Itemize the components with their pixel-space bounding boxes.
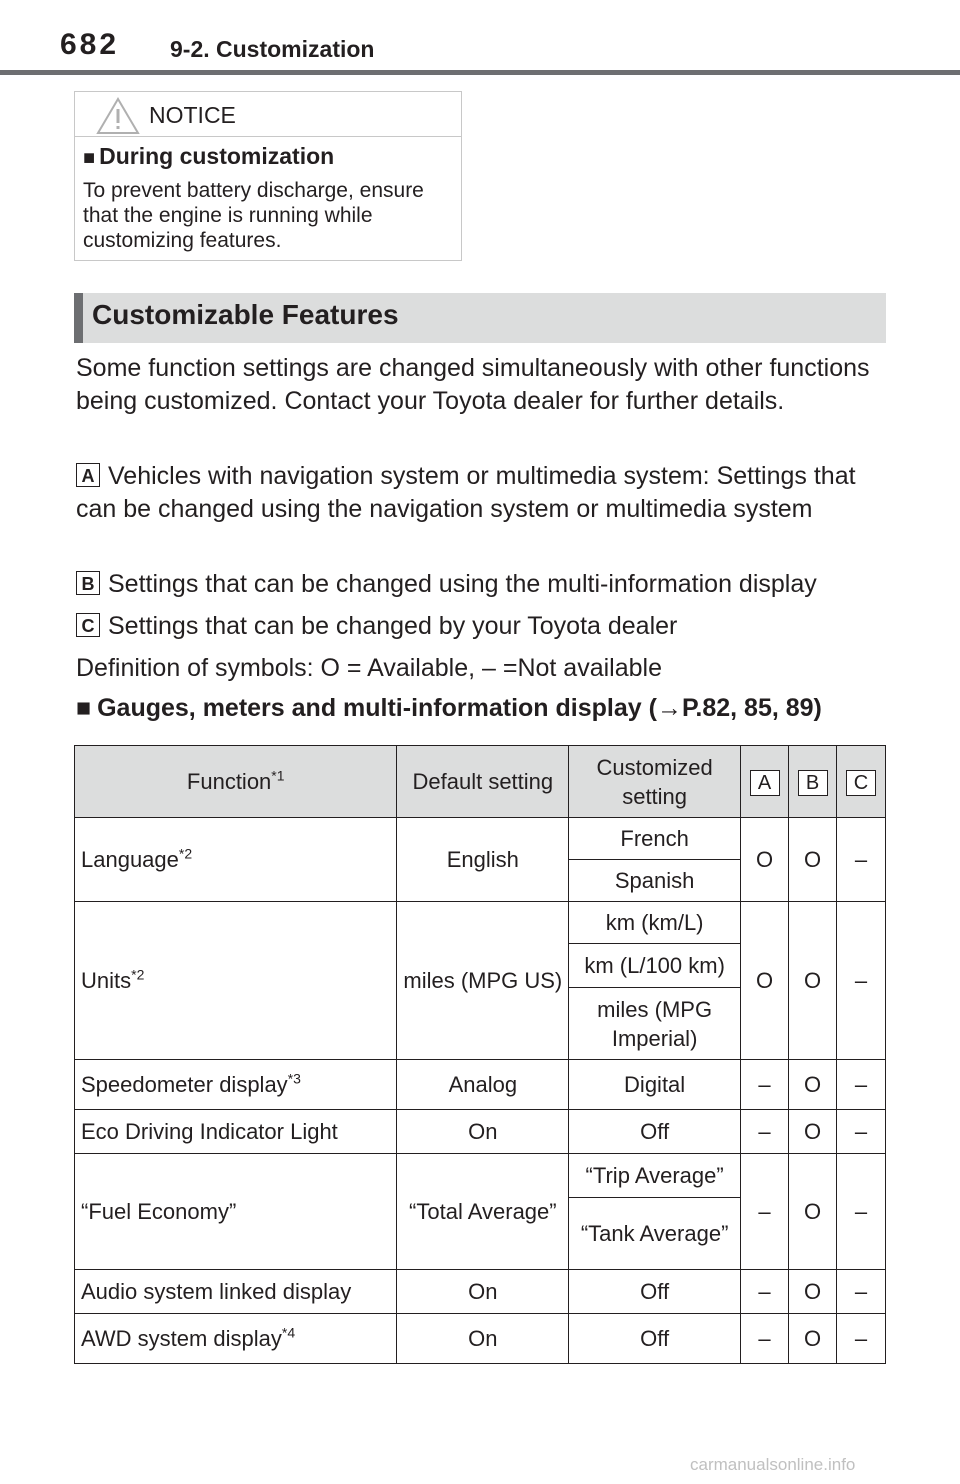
table-row — [75, 1060, 886, 1110]
cell-customized: Off — [569, 1270, 741, 1314]
cell-b: O — [789, 1270, 837, 1314]
table-header-row — [75, 746, 886, 818]
cell-function: Units$^{*2}$ — [75, 902, 397, 1060]
col-b: B — [789, 746, 837, 818]
cell-a: – — [741, 1110, 789, 1154]
cell-default: On — [397, 1270, 569, 1314]
cell-function: Audio system linked display — [75, 1270, 397, 1314]
col-customized: Customized setting — [569, 746, 741, 818]
cell-c: – — [836, 1060, 885, 1110]
table-row — [75, 1154, 886, 1198]
table-row — [75, 1314, 886, 1364]
cell-default: “Total Average” — [397, 1154, 569, 1270]
notice-body — [75, 137, 461, 253]
cell-b: O — [789, 1060, 837, 1110]
square-bullet-icon: ■ — [76, 694, 92, 722]
section-banner — [74, 293, 886, 343]
cell-customized: French — [569, 818, 741, 860]
notice-text: To prevent battery discharge, ensure that the engine is running while customizing features. — [83, 179, 424, 252]
notice-box — [74, 91, 462, 261]
table-row — [75, 902, 886, 944]
intro-paragraph: Some function settings are changed simultaneously with other functions being customized. Contact your Toyota dealer for further details. — [76, 354, 870, 415]
cell-customized: miles (MPG Imperial) — [569, 988, 741, 1060]
cell-function: Language$^{*2}$ — [75, 818, 397, 902]
cell-function: Eco Driving Indicator Light — [75, 1110, 397, 1154]
cell-c: – — [836, 1270, 885, 1314]
cell-b: O — [789, 1154, 837, 1270]
cell-c: – — [836, 1154, 885, 1270]
section-title: 9-2. Customization — [170, 36, 375, 62]
col-a: A — [741, 746, 789, 818]
banner-bar — [74, 293, 83, 343]
legend-key-b: B — [76, 571, 100, 595]
legend-a: A Vehicles with navigation system or multimedia system: Settings that can be changed using the navigation system or multimedia system — [76, 462, 856, 523]
cell-default: English — [397, 818, 569, 902]
cell-customized: “Trip Average” — [569, 1154, 741, 1198]
cell-a: – — [741, 1270, 789, 1314]
header-rule — [0, 70, 960, 75]
table-row — [75, 1270, 886, 1314]
notice-subtitle: ■ During customization — [83, 143, 335, 169]
table-row — [75, 818, 886, 860]
cell-c: – — [836, 902, 885, 1060]
cell-a: – — [741, 1060, 789, 1110]
cell-c: – — [836, 1110, 885, 1154]
cell-b: O — [789, 902, 837, 1060]
legend-b: B Settings that can be changed using the multi-information display — [76, 568, 886, 601]
col-default: Default setting — [397, 746, 569, 818]
cell-a: O — [741, 902, 789, 1060]
notice-header — [75, 92, 461, 137]
cell-c: – — [836, 818, 885, 902]
cell-customized: km (L/100 km) — [569, 944, 741, 988]
warning-triangle-icon — [95, 96, 141, 136]
cell-customized: km (km/L) — [569, 902, 741, 944]
cell-customized: Spanish — [569, 860, 741, 902]
cell-customized: Off — [569, 1314, 741, 1364]
customization-table — [74, 745, 886, 1364]
cell-a: – — [741, 1154, 789, 1270]
cell-customized: Off — [569, 1110, 741, 1154]
square-bullet-icon: ■ — [83, 147, 96, 169]
subsection-heading: ■ Gauges, meters and multi-information display (→P.82, 85, 89) — [76, 694, 822, 722]
col-c: C — [836, 746, 885, 818]
page-header — [0, 0, 960, 76]
cell-a: O — [741, 818, 789, 902]
watermark: carmanualsonline.info — [690, 1455, 856, 1474]
legend-key-a: A — [76, 463, 100, 487]
cell-default: miles (MPG US) — [397, 902, 569, 1060]
page-number: 682 — [60, 28, 120, 61]
table-row — [75, 1110, 886, 1154]
cell-a: – — [741, 1314, 789, 1364]
legend-c: C Settings that can be changed by your Toyota dealer — [76, 610, 886, 643]
legend-key-c: C — [76, 613, 100, 637]
cell-b: O — [789, 818, 837, 902]
cell-customized: “Tank Average” — [569, 1198, 741, 1270]
cell-function: AWD system display$^{*4}$ — [75, 1314, 397, 1364]
col-function: Function$^{*1}$ — [75, 746, 397, 818]
cell-default: On — [397, 1110, 569, 1154]
cell-b: O — [789, 1314, 837, 1364]
arrow-icon: → — [656, 694, 682, 722]
symbols-definition: Definition of symbols: O = Available, – =Not available — [76, 654, 662, 682]
cell-customized: Digital — [569, 1060, 741, 1110]
cell-default: On — [397, 1314, 569, 1364]
cell-c: – — [836, 1314, 885, 1364]
cell-b: O — [789, 1110, 837, 1154]
cell-function: Speedometer display$^{*3}$ — [75, 1060, 397, 1110]
cell-function: “Fuel Economy” — [75, 1154, 397, 1270]
notice-title: NOTICE — [149, 102, 236, 128]
cell-default: Analog — [397, 1060, 569, 1110]
banner-title: Customizable Features — [92, 299, 399, 330]
